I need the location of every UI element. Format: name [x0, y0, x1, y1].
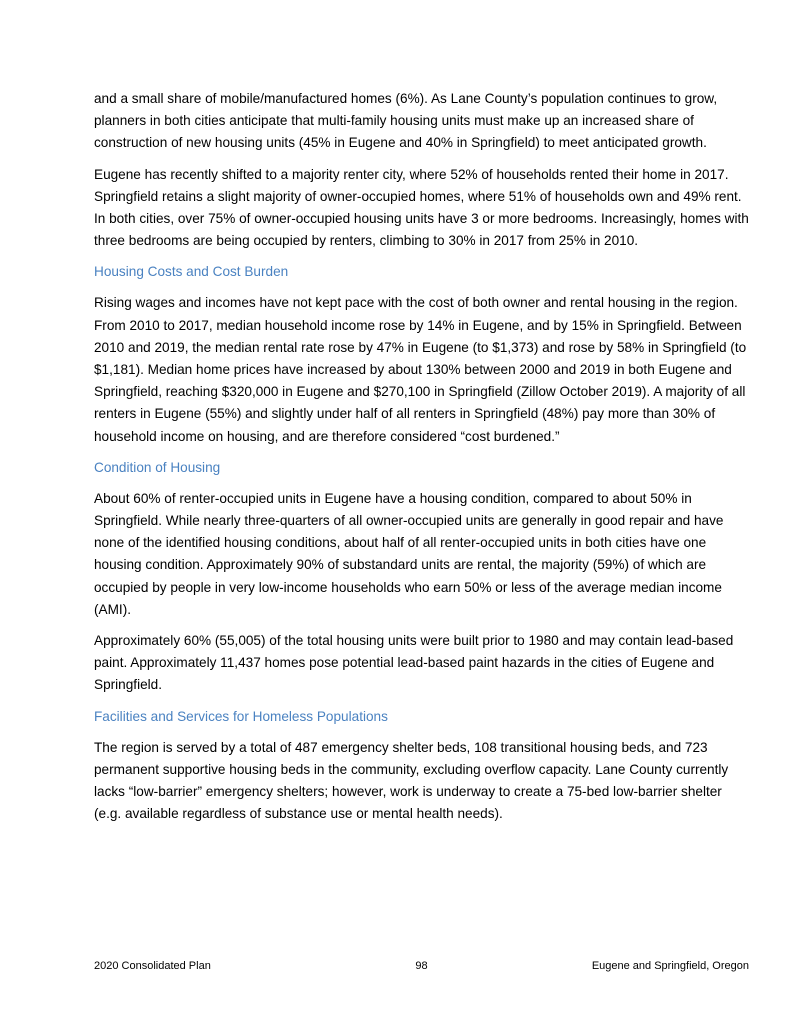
heading-homeless-facilities: Facilities and Services for Homeless Populations	[94, 708, 388, 724]
paragraph-homeless-facilities: The region is served by a total of 487 emergency shelter beds, 108 transitional housing beds, and 723 permanent supportive housing beds in the community, excluding overflow capacity. Lane County currently lacks “low-barrier” emergency shelters; however, work is underway to create a 75-bed low-barrier shelter (e.g. available regardless of substance use or mental health needs).	[94, 739, 729, 822]
heading-housing-costs: Housing Costs and Cost Burden	[94, 264, 289, 280]
footer-plan-title: 2020 Consolidated Plan	[94, 960, 211, 972]
document-body	[94, 88, 749, 834]
heading-condition-of-housing: Condition of Housing	[94, 459, 221, 475]
footer-page-number: 98	[415, 960, 428, 972]
paragraph-housing-costs: Rising wages and incomes have not kept pace with the cost of both owner and rental housing in the region. From 2010 to 2017, median household income rose by 14% in Eugene, and by 15% in Springfield. Between 2010 and 2019, the median rental rate rose by 47% in Eugene (to $1,373) and rose by 58% in Springfield (to $1,181). Median home prices have increased by about 130% between 2000 and 2019 in both Eugene and Springfield, reaching $320,000 in Eugene and $270,100 in Springfield (Zillow October 2019). A majority of all renters in Eugene (55%) and slightly under half of all renters in Springfield (48%) pay more than 30% of household income on housing, and are therefore considered “cost burdened.”	[94, 295, 747, 444]
footer-location: Eugene and Springfield, Oregon	[591, 960, 749, 972]
paragraph-lead-paint: Approximately 60% (55,005) of the total housing units were built prior to 1980 and may contain lead-based paint. Approximately 11,437 homes pose potential lead-based paint hazards in the cities of Eugene and Springfield.	[94, 633, 734, 693]
paragraph-housing-mix: and a small share of mobile/manufactured homes (6%). As Lane County’s population continues to grow, planners in both cities anticipate that multi-family housing units must make up an increased share of construction of new housing units (45% in Eugene and 40% in Springfield) to meet anticipated growth.	[94, 91, 718, 151]
paragraph-tenure: Eugene has recently shifted to a majority renter city, where 52% of households rented their home in 2017. Springfield retains a slight majority of owner-occupied homes, where 51% of households own and 49% rent. In both cities, over 75% of owner-occupied housing units have 3 or more bedrooms. Increasingly, homes with three bedrooms are being occupied by renters, climbing to 30% in 2017 from 25% in 2010.	[94, 166, 749, 249]
paragraph-housing-condition: About 60% of renter-occupied units in Eugene have a housing condition, compared to about 50% in Springfield. While nearly three-quarters of all owner-occupied units are generally in good repair and have none of the identified housing conditions, about half of all renter-occupied units in both cities have one housing condition. Approximately 90% of substandard units are rental, the majority (59%) of which are occupied by people in very low-income households who earn 50% or less of the average median income (AMI).	[94, 490, 724, 617]
page-footer	[94, 958, 749, 974]
